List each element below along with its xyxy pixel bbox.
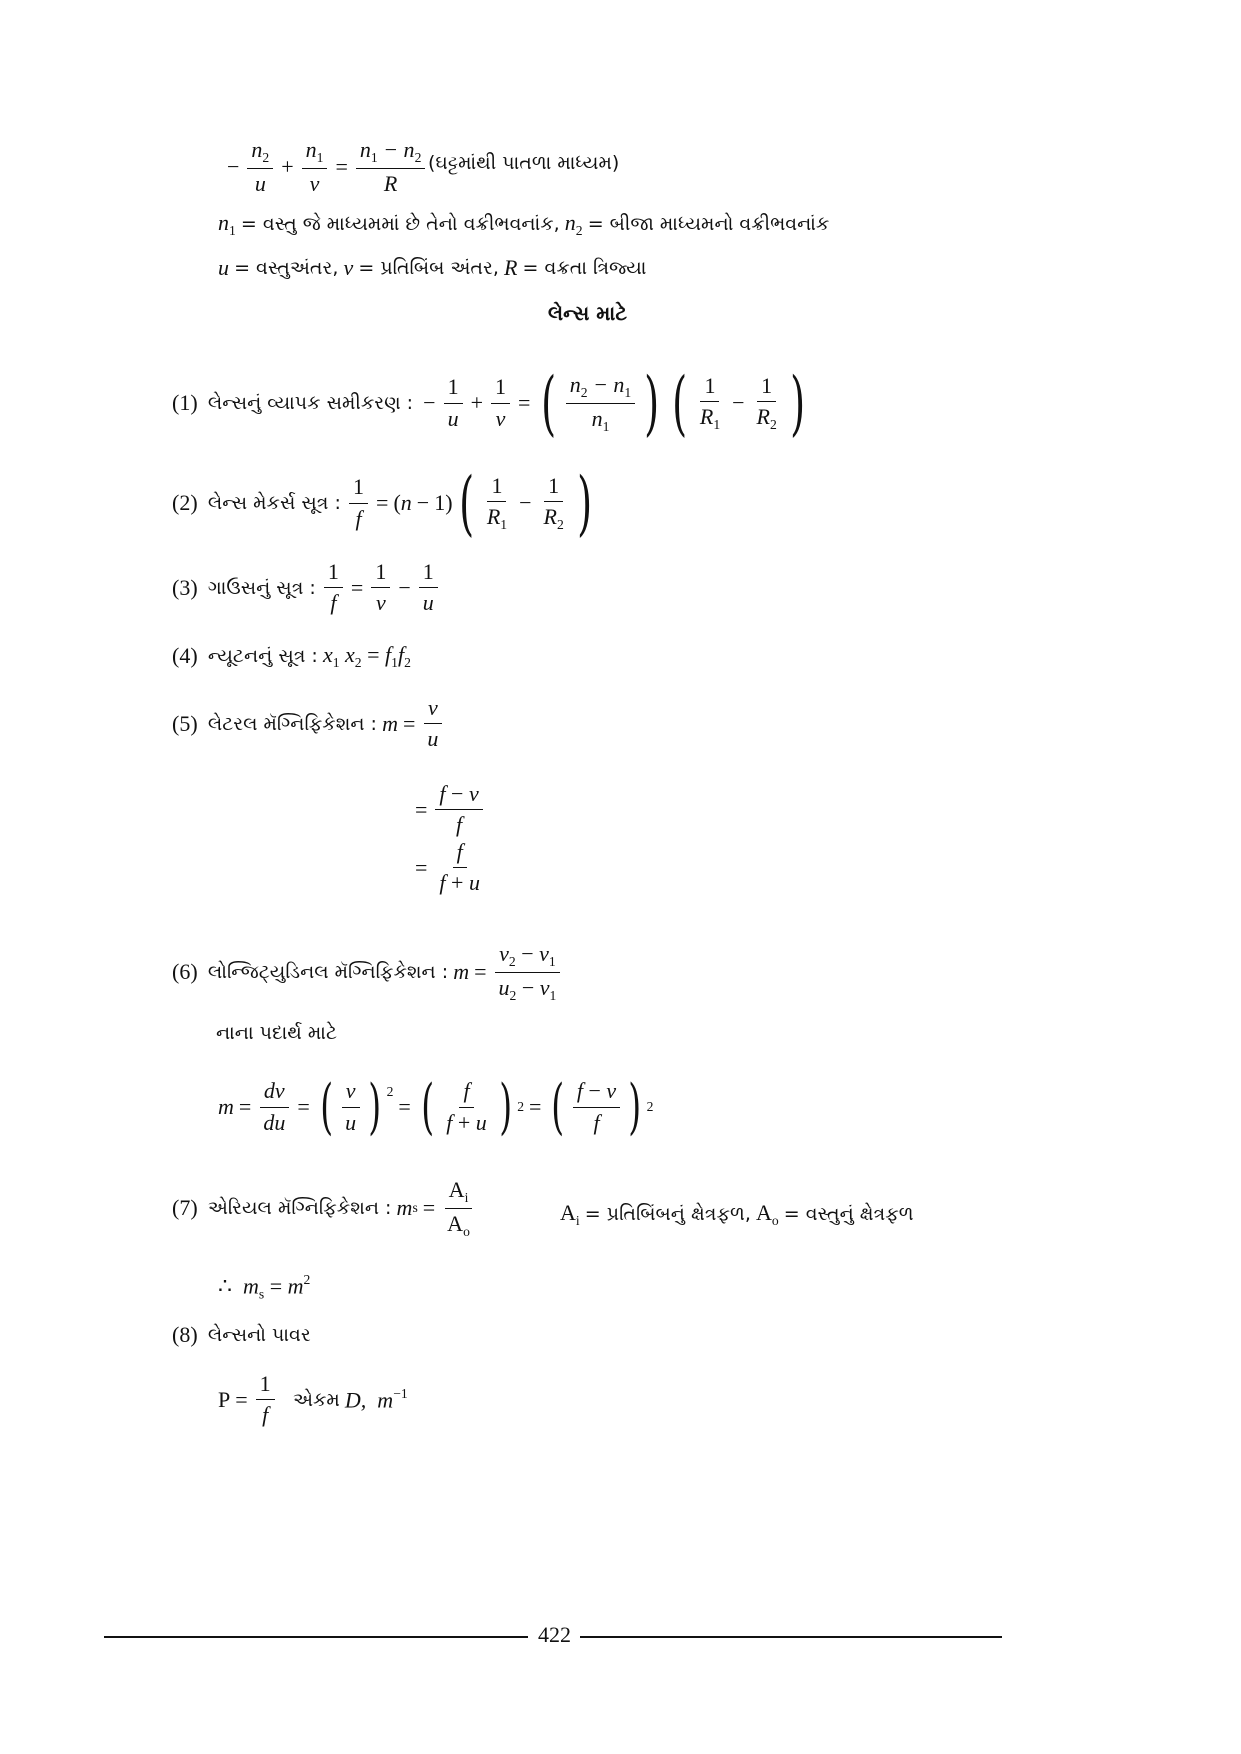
lateral-magnification: m = $\frac{v}{u}$ [382,696,445,751]
medium-note: (ઘટ્ટમાંથી પાતળા માધ્યમ) [428,152,620,174]
item-number: (2) [172,490,198,515]
lateral-magnification-alt-1: = $\frac{f - v}{f}$ [410,782,486,837]
definition-line-u: u = વસ્તુઅંતર, v = પ્રતિબિંબ અંતર, R = વક્રતા ત્રિજ્યા [218,255,647,280]
item-label: લેન્સ મેકર્સ સૂત્ર : [207,492,341,514]
item-label: ન્યૂટનનું સૂત્ર : [207,645,318,668]
power-equation: P = $\frac{1}{f}$ એકમ D, $m^{-1}$ [218,1371,408,1428]
item-number: (6) [172,959,198,985]
item-4 [172,642,411,671]
def-R: = વક્રતા ત્રિજ્યા [522,257,647,279]
item-3 [172,560,441,615]
lens-makers-formula: $\frac{1}{f}$ = ( n − 1) ( $\frac{1}{R_1}$ − $\frac{1}{R_2}$ ) [346,462,598,544]
def-v: = પ્રતિબિંબ અંતર, [358,257,499,279]
section-title: લેન્સ માટે [548,301,627,325]
def-n2: = બીજા માધ્યમનો વક્રીભવનાંક [587,213,830,236]
lateral-magnification-alt-2: = $\frac{f}{f + u}$ [415,839,480,896]
item-8 [172,1322,311,1348]
page-number: 422 [538,1622,571,1647]
item-label: ગાઉસનું સૂત્ર : [207,576,316,599]
item-label: એરિયલ મૅગ્નિફિકેશન : [207,1197,392,1220]
item-number: (3) [172,574,198,600]
unit-word: એકમ [292,1388,340,1411]
footer-rule-right [580,1636,1002,1638]
def-Ao: = વસ્તુનું ક્ષેત્રફળ [783,1203,914,1226]
item-number: (7) [172,1195,198,1221]
item-5 [172,696,445,751]
item-number: (8) [172,1322,198,1347]
item-number: (4) [172,643,198,669]
longitudinal-magnification: m = $\frac{v_2 - v_1}{u_2 - v_1}$ [453,942,563,1003]
small-object-equation: m = $\frac{dv}{du}$ = ( $\frac{v}{u}$ ) $^2$ = ( $\frac{f}{f + u}$ ) 2 = ( $\frac{f - v}{f}$ ) 2 [218,1072,654,1142]
footer-rule-left [104,1636,528,1638]
def-u: = વસ્તુઅંતર, [234,257,339,279]
lens-general-equation: − $\frac{1}{u}$ + $\frac{1}{v}$ = ( $\frac{n_2 - n_1}{n_1}$ ) ( $\frac{1}{R_1}$ − $\frac{1}{R_2}$ ) [423,362,805,444]
item-label: લેન્સનો પાવર [207,1324,311,1346]
item-7 [172,1178,477,1239]
item-number: (5) [172,710,198,736]
item-label: લોન્જિટ્યુડિનલ મૅગ્નિફિકેશન : [207,961,449,984]
areal-relation: ∴ $m_s = m^2$ [218,1272,311,1302]
item-1 [172,362,811,444]
areal-magnification: m s = $\frac{A_i}{A_o}$ [397,1178,477,1239]
definition-line-n: $n_1$ = વસ્તુ જે માધ્યમમાં છે તેનો વક્રીભવનાંક, $n_2$ = બીજા માધ્યમનો વક્રીભવનાંક [218,210,830,238]
def-Ai: = પ્રતિબિંબનું ક્ષેત્રફળ, [584,1203,751,1226]
item-6 [172,942,563,1003]
small-object-label: નાના પદાર્થ માટે [216,1022,338,1044]
def-n1: = વસ્તુ જે માધ્યમમાં છે તેનો વક્રીભવનાંક, [240,213,560,236]
item-label: લેન્સનું વ્યાપક સમીકરણ : [207,392,414,414]
refraction-equation: − $\frac{n_2}{u}$ + $\frac{n_1}{v}$ = $\frac{n_1 - n_2}{R}$ [222,138,428,196]
areal-definitions: $A_i$ = પ્રતિબિંબનું ક્ષેત્રફળ, $A_o$ = વસ્તુનું ક્ષેત્રફળ [560,1200,914,1228]
item-label: લેટરલ મૅગ્નિફિકેશન : [207,712,377,735]
gauss-formula: $\frac{1}{f}$ = $\frac{1}{v}$ − $\frac{1}{u}$ [321,560,441,615]
item-number: (1) [172,390,198,415]
item-2 [172,462,598,544]
newton-formula: $x_1$ $x_2 = f_1f_2$ [322,642,411,670]
